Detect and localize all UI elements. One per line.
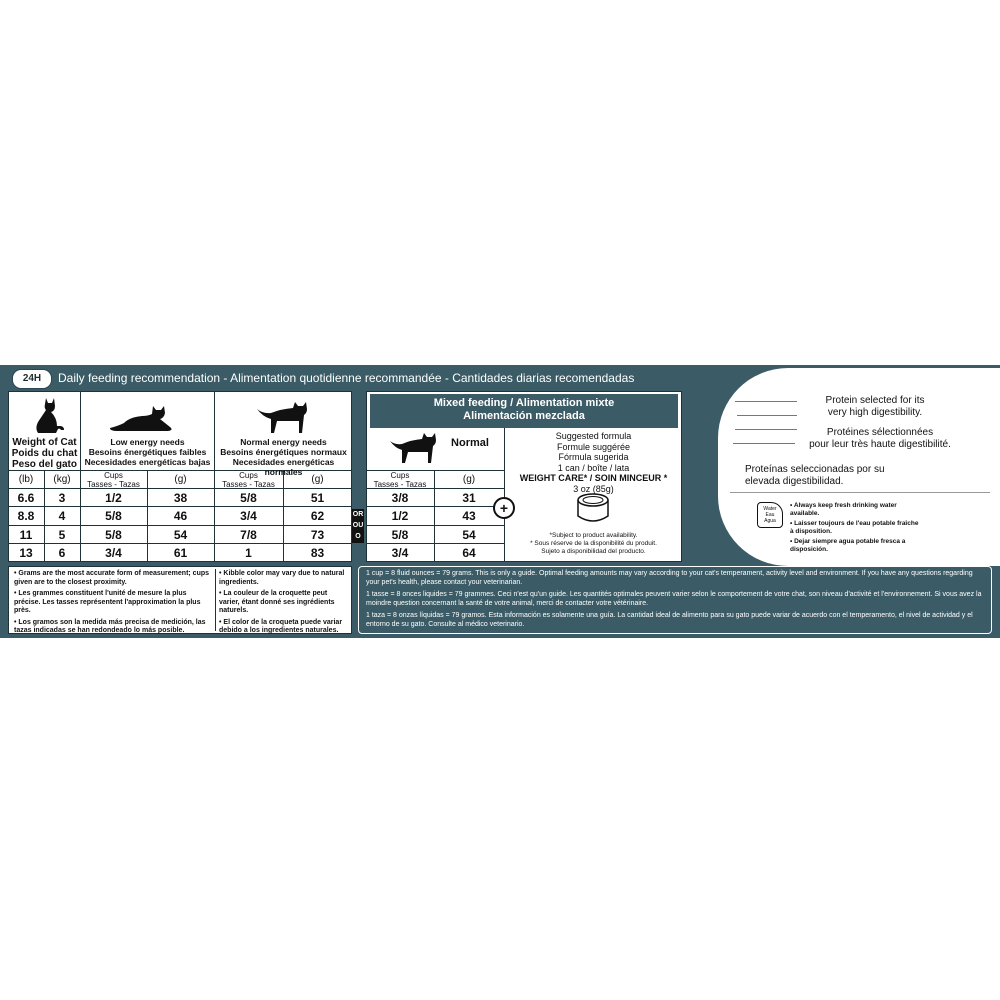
protein-es: Proteínas seleccionadas por su elevada digestibilidad. [745,464,885,487]
lying-cat-icon [103,402,183,434]
low-cups-unit: Cups Tasses - Tazas [87,471,140,489]
water-notes: • Always keep fresh drinking water available. • Laisser toujours de l'eau potable fraîche à disposition. • Dejar siempre agua potable fresca a disposición. [790,502,919,553]
mixed-g-unit: (g) [462,474,476,485]
mixed-cups-unit: Cups Tasses - Tazas [373,471,427,489]
or-separator: OR OU O [352,509,364,543]
kibble-note: • Kibble color may vary due to natural ingredients. • La couleur de la croquette peut varier, étant donné ses ingrédients naturels. • El color de la croqueta puede variar debido a los ingredientes naturales. [219,570,345,634]
unit-kg: (kg) [53,474,71,485]
weight-header: Weight of Cat Poids du chat Peso del gato [11,437,78,470]
normal-energy-header: Normal energy needs Besoins énergétiques normaux Necesidades energéticas normales [220,437,347,477]
low-energy-header: Low energy needs Besoins énergétiques faibles Necesidades energéticas bajas [84,437,211,467]
guide-notes: 1 cup = 8 fluid ounces = 79 grams. This is only a guide. Optimal feeding amounts may vary according to your cat's temperament, activity level and environment. If you have any questions regarding your pet's health, please contact your veterinarian. 1 tasse = 8 onces liquides = 79 grammes. Ceci n'est qu'un guide. Les quantités optimales peuvent varier selon le comportement de votre chat, son niveau d'activité et l'environnement. Si vous avez la moindre question concernant la santé de votre animal, merci de contacter votre vétérinaire. 1 taza = 8 onzas líquidas = 79 gramos. Esta información es solamente una guía. La cantidad ideal de alimento para su gato puede variar de acuerdo con el temperamento, el nivel de actividad y el entorno de su gato. Consulte al médico veterinario. [366,570,982,628]
mixed-normal-label: Normal [451,437,489,449]
mixed-feeding-header: Mixed feeding / Alimentation mixte Alimentación mezclada [370,394,678,428]
protein-fr: Protéines sélectionnées pour leur très haute digestibilité. [809,427,951,450]
standing-cat-icon [380,430,442,466]
suggested-formula: Suggested formula Formule suggérée Fórmula sugerida 1 can / boîte / lata WEIGHT CARE* / SOIN MINCEUR * 3 oz (85g) [519,431,668,494]
can-icon [575,492,611,526]
norm-cups-unit: Cups Tasses - Tazas [222,471,275,489]
norm-g-unit: (g) [311,474,324,485]
standing-cat-icon [245,398,315,436]
availability-note: *Subject to product availability. * Sous réserve de la disponibilité du produit. Sujeto a disponibilidad del producto. [530,532,657,555]
sitting-cat-icon [24,396,64,434]
unit-lb: (lb) [18,474,34,485]
plus-icon: + [493,497,515,519]
water-bowl-icon: Water Eau Agua [757,502,783,528]
low-g-unit: (g) [174,474,187,485]
24h-badge: 24H [12,369,52,389]
feeding-title: Daily feeding recommendation - Alimentation quotidienne recommandée - Cantidades diarias recomendadas [58,371,635,385]
protein-en: Protein selected for its very high digestibility. [825,395,925,418]
grams-note: • Grams are the most accurate form of measurement; cups given are to the closest proximity. • Les grammes constituent l'unité de mesure la plus précise. Les tasses représentent l'approximation la plus près. • Los gramos son la medida más precisa de medición, las tazas indicadas se han redondeado lo más posible. [14,570,210,634]
